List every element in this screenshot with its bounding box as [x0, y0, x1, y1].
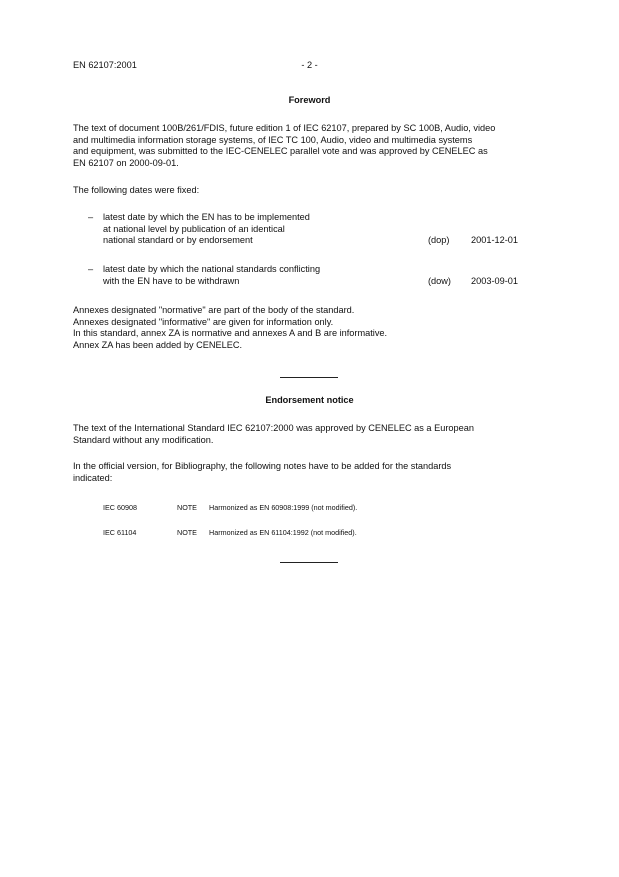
annex-line: In this standard, annex ZA is normative and annexes A and B are informative.: [73, 328, 388, 338]
foreword-intro-line: and equipment, was submitted to the IEC-CENELEC parallel vote and was approved by CENELEC as: [73, 146, 488, 156]
date-abbr: (dow): [428, 275, 451, 286]
note-text: Harmonized as EN 61104:1992 (not modified).: [209, 528, 357, 537]
annex-line: Annexes designated "normative" are part of the body of the standard.: [73, 305, 355, 315]
date-item-dop: [88, 212, 548, 248]
date-item-line: latest date by which the EN has to be implemented: [103, 212, 310, 222]
endorsement-line: indicated:: [73, 472, 113, 483]
note-standard-ref: IEC 61104: [103, 528, 137, 537]
endorsement-paragraph-2: [73, 461, 546, 484]
foreword-intro-line: and multimedia information storage systems, of IEC TC 100, Audio, video and multimedia systems: [73, 134, 473, 145]
section-divider-end: [280, 562, 338, 563]
date-item-dow: [88, 264, 548, 288]
date-item-line: national standard or by endorsement: [103, 235, 253, 245]
date-item-line: with the EN have to be withdrawn: [103, 275, 240, 286]
dash-bullet: –: [88, 212, 94, 222]
date-abbr: (dop): [428, 235, 450, 245]
document-id: EN 62107:2001: [73, 60, 137, 70]
date-item-line: latest date by which the national standards conflicting: [103, 264, 321, 274]
note-standard-ref: IEC 60908: [103, 503, 137, 512]
date-value: 2001-12-01: [471, 235, 518, 245]
foreword-heading: Foreword: [288, 95, 331, 105]
foreword-intro-line: The text of document 100B/261/FDIS, future edition 1 of IEC 62107, prepared by SC 100B, Audio, video: [73, 123, 496, 133]
date-value: 2003-09-01: [471, 275, 518, 286]
date-item-text: [103, 264, 320, 287]
page-number: - 2 -: [301, 60, 318, 70]
annex-line: Annex ZA has been added by CENELEC.: [73, 339, 243, 350]
section-divider: [280, 377, 338, 378]
note-label: NOTE: [177, 503, 197, 512]
date-item-text: [103, 212, 310, 247]
annex-line: Annexes designated "informative" are given for information only.: [73, 316, 334, 327]
note-text: Harmonized as EN 60908:1999 (not modified).: [209, 503, 358, 512]
date-item-line: at national level by publication of an identical: [103, 223, 285, 234]
endorsement-line: The text of the International Standard IEC 62107:2000 was approved by CENELEC as a European: [73, 423, 474, 433]
dash-bullet: –: [88, 264, 94, 274]
note-label: NOTE: [177, 528, 197, 537]
endorsement-line: In the official version, for Bibliography, the following notes have to be added for the standards: [73, 461, 452, 471]
endorsement-heading: Endorsement notice: [265, 395, 354, 405]
endorsement-paragraph-1: [73, 423, 546, 446]
annex-notes: [73, 305, 546, 351]
dates-intro: The following dates were fixed:: [73, 185, 200, 195]
endorsement-line: Standard without any modification.: [73, 434, 214, 445]
foreword-intro-line: EN 62107 on 2000-09-01.: [73, 157, 179, 168]
foreword-intro: [73, 123, 546, 169]
